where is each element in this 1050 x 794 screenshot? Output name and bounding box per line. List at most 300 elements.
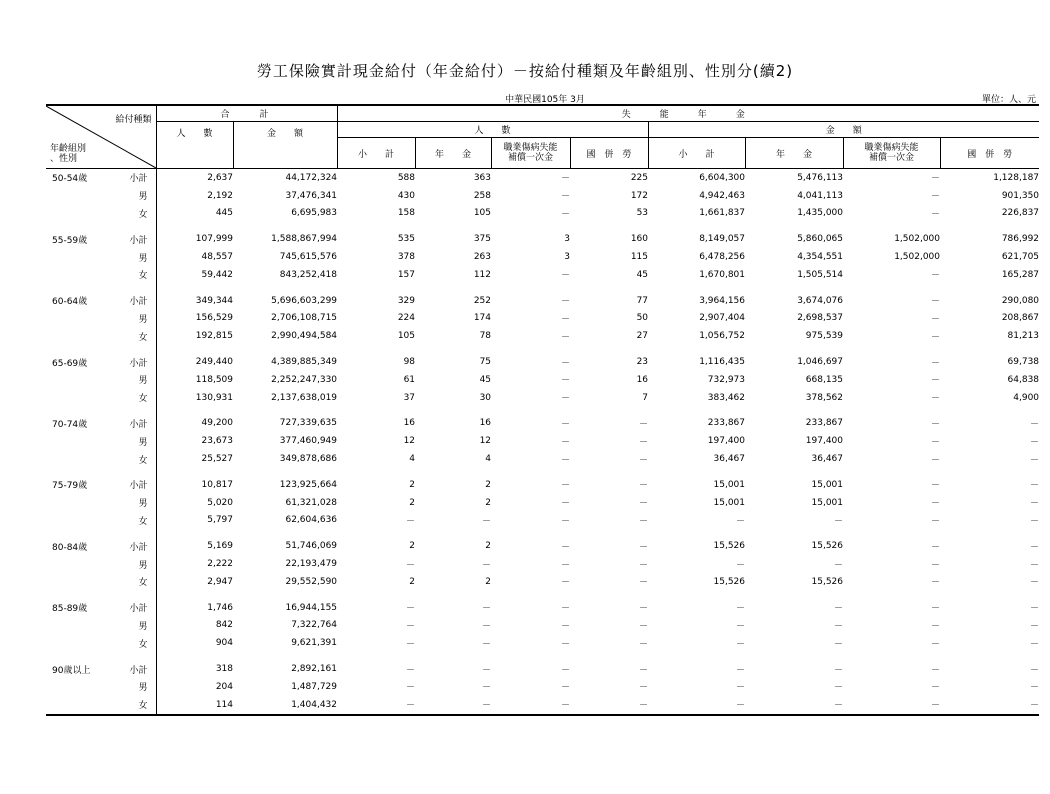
value-cell: 27 [636,331,649,342]
page-title: 勞工保險實計現金給付（年金給付）－按給付種類及年齡組別、性別分(續2) [256,62,794,80]
value-cell: 114 [215,699,233,710]
value-cell: 430 [397,190,416,201]
value-cell: － [639,455,649,466]
value-cell: 1,502,000 [894,234,941,245]
group-spacer [46,284,1039,292]
sex-cell: 女 [118,450,156,468]
value-cell: 378 [397,252,416,263]
value-cell: 172 [630,190,649,201]
value-cell: － [406,683,416,694]
sex-cell: 女 [118,512,156,530]
value-cell: － [639,701,649,712]
value-cell: 36,467 [811,454,844,465]
sex-cell: 小計 [118,292,156,310]
value-cell: 1,116,435 [699,357,746,368]
value-cell: 6,478,256 [699,252,746,263]
value-cell: 745,615,576 [279,252,338,263]
group-spacer [46,222,1039,230]
table-row [46,371,1039,389]
value-cell: － [561,499,571,510]
value-cell: 5,797 [207,515,233,526]
amount-occupational-header: 職業傷病失能 補償一次金 [843,138,940,169]
value-cell: 15,526 [811,541,844,552]
value-cell: 535 [397,234,416,245]
value-cell: 112 [473,269,492,280]
value-cell: 48,557 [201,252,233,263]
value-cell: － [639,560,649,571]
value-cell: 4,389,885,349 [271,357,338,368]
value-cell: － [931,621,941,632]
value-cell: 16 [403,418,416,429]
group-spacer [46,652,1039,660]
value-cell: － [561,192,571,203]
value-cell: 160 [630,234,649,245]
value-cell: 25,527 [201,454,233,465]
value-cell: － [639,516,649,527]
value-cell: 2,252,247,330 [271,374,338,385]
table-row [46,660,1039,678]
persons-subtotal-header: 小 計 [337,138,415,169]
value-cell: 233,867 [707,418,746,429]
value-cell: 621,705 [1001,252,1040,263]
sex-cell: 小計 [118,230,156,248]
value-cell: － [736,639,746,650]
value-cell: － [482,701,492,712]
age-group-cell: 80-84歲 [52,542,88,553]
sex-cell: 男 [118,187,156,205]
value-cell: － [561,358,571,369]
value-cell: 1,588,867,994 [271,234,338,245]
value-cell: 901,350 [1001,190,1040,201]
value-cell: 157 [397,269,416,280]
value-cell: 252 [473,295,492,306]
value-cell: － [931,271,941,282]
value-cell: － [482,639,492,650]
value-cell: 23,673 [201,436,233,447]
value-cell: 12 [403,436,416,447]
value-cell: 1,505,514 [797,269,844,280]
value-cell: － [931,701,941,712]
group-spacer [46,407,1039,415]
value-cell: － [931,481,941,492]
value-cell: － [931,297,941,308]
value-cell: － [1030,665,1040,676]
value-cell: － [834,516,844,527]
statistics-table [46,104,1039,716]
value-cell: － [639,578,649,589]
age-group-cell [46,432,118,450]
value-cell: － [561,578,571,589]
value-cell: － [834,665,844,676]
value-cell: － [561,394,571,405]
value-cell: － [931,437,941,448]
value-cell: － [639,621,649,632]
value-cell: 1,128,187 [993,172,1040,183]
value-cell: － [561,542,571,553]
value-cell: 2,698,537 [797,313,844,324]
value-cell: 1,435,000 [797,208,844,219]
value-cell: 975,539 [805,331,844,342]
benefit-type-label: 給付種類 [115,115,152,125]
age-group-cell [46,327,118,345]
value-cell: 258 [473,190,492,201]
value-cell: － [561,481,571,492]
value-cell: 1,056,752 [699,331,746,342]
sex-cell: 女 [118,696,156,715]
table-row [46,617,1039,635]
table-row [46,634,1039,652]
table-row [46,696,1039,715]
age-group-cell [46,248,118,266]
sex-cell: 小計 [118,599,156,617]
value-cell: 5,476,113 [797,172,844,183]
sex-cell: 女 [118,634,156,652]
value-cell: － [561,297,571,308]
value-cell: － [1030,481,1040,492]
sex-cell: 女 [118,327,156,345]
value-cell: 12 [479,436,492,447]
total-persons-header: 人 數 [156,122,233,169]
value-cell: 2 [485,541,492,552]
value-cell: － [561,560,571,571]
value-cell: － [736,665,746,676]
value-cell: 6,604,300 [699,172,746,183]
value-cell: － [1030,683,1040,694]
amount-header: 金 額 [648,122,1039,138]
value-cell: 15,526 [811,576,844,587]
value-cell: － [639,499,649,510]
age-group-cell [46,310,118,328]
value-cell: 69,738 [1007,357,1040,368]
table-row [46,476,1039,494]
sex-cell: 小計 [118,415,156,433]
value-cell: － [561,419,571,430]
value-cell: 843,252,418 [279,269,338,280]
value-cell: 8,149,057 [699,234,746,245]
sex-cell: 小計 [118,353,156,371]
value-cell: 61 [403,374,416,385]
value-cell: － [931,419,941,430]
value-cell: 2,192 [207,190,233,201]
value-cell: － [931,499,941,510]
value-cell: 45 [636,269,649,280]
age-group-cell [46,205,118,223]
value-cell: － [834,621,844,632]
value-cell: 5,696,603,299 [271,295,338,306]
value-cell: 7 [642,392,649,403]
value-cell: 15,526 [713,576,746,587]
value-cell: － [931,174,941,185]
value-cell: 378,562 [805,392,844,403]
age-group-cell [46,634,118,652]
group-spacer [46,345,1039,353]
value-cell: 377,460,949 [279,436,338,447]
sex-cell: 小計 [118,660,156,678]
value-cell: 107,999 [195,234,233,245]
value-cell: 349,878,686 [279,454,338,465]
value-cell: 1,502,000 [894,252,941,263]
value-cell: － [1030,701,1040,712]
value-cell: － [561,437,571,448]
age-group-cell: 55-59歲 [52,235,88,246]
table-row [46,169,1039,187]
value-cell: － [561,376,571,387]
value-cell: － [561,332,571,343]
value-cell: 383,462 [707,392,746,403]
value-cell: － [931,332,941,343]
age-group-cell [46,573,118,591]
value-cell: － [736,683,746,694]
value-cell: 2,137,638,019 [271,392,338,403]
value-cell: － [1030,578,1040,589]
table-row [46,512,1039,530]
value-cell: 2,990,494,584 [271,331,338,342]
value-cell: － [561,621,571,632]
value-cell: 75 [479,357,492,368]
age-group-cell [46,696,118,715]
age-group-cell [46,187,118,205]
table-row [46,573,1039,591]
value-cell: 4,942,463 [699,190,746,201]
value-cell: 15,526 [713,541,746,552]
value-cell: 49,200 [201,418,233,429]
value-cell: － [482,516,492,527]
value-cell: 15,001 [811,479,844,490]
value-cell: 3 [564,234,571,245]
table-row [46,248,1039,266]
value-cell: 4,354,551 [797,252,844,263]
value-cell: 10,817 [201,479,233,490]
value-cell: 2 [409,497,416,508]
value-cell: 224 [397,313,416,324]
value-cell: 16 [636,374,649,385]
age-group-cell [46,617,118,635]
value-cell: 588 [397,172,416,183]
value-cell: 59,442 [201,269,233,280]
value-cell: 4,041,113 [797,190,844,201]
value-cell: 197,400 [805,436,844,447]
value-cell: 225 [630,172,649,183]
age-group-cell [46,555,118,573]
value-cell: 123,925,664 [279,479,338,490]
value-cell: － [482,683,492,694]
table-row [46,537,1039,555]
value-cell: 786,992 [1001,234,1040,245]
age-sex-label: 年齡組別 、性別 [50,144,87,164]
value-cell: － [736,604,746,615]
value-cell: 1,487,729 [291,681,338,692]
value-cell: 249,440 [195,357,233,368]
sex-cell: 男 [118,432,156,450]
age-group-cell: 85-89歲 [52,604,88,615]
value-cell: 62,604,636 [285,515,338,526]
value-cell: 329 [397,295,416,306]
value-cell: － [736,701,746,712]
value-cell: － [1030,419,1040,430]
value-cell: － [406,701,416,712]
value-cell: － [1030,516,1040,527]
value-cell: 2,222 [207,559,233,570]
value-cell: － [834,604,844,615]
value-cell: － [561,455,571,466]
value-cell: － [931,560,941,571]
value-cell: 64,838 [1007,374,1040,385]
table-row [46,678,1039,696]
value-cell: 118,509 [195,374,233,385]
value-cell: 29,552,590 [285,576,338,587]
sex-cell: 男 [118,617,156,635]
value-cell: 37,476,341 [285,190,338,201]
value-cell: 363 [473,172,492,183]
value-cell: － [931,358,941,369]
value-cell: － [639,481,649,492]
value-cell: 77 [636,295,649,306]
amount-subtotal-header: 小 計 [648,138,745,169]
value-cell: － [639,683,649,694]
sex-cell: 男 [118,555,156,573]
value-cell: － [639,639,649,650]
value-cell: － [561,516,571,527]
value-cell: － [1030,437,1040,448]
value-cell: － [561,701,571,712]
age-group-cell: 60-64歲 [52,297,88,308]
value-cell: － [406,639,416,650]
amount-combined-header: 國 併 勞 [940,138,1039,169]
value-cell: 2,947 [207,576,233,587]
value-cell: － [639,437,649,448]
group-spacer [46,529,1039,537]
table-row [46,494,1039,512]
value-cell: 445 [215,208,233,219]
value-cell: 61,321,028 [285,497,338,508]
value-cell: － [561,604,571,615]
amount-pension-header: 年 金 [745,138,843,169]
value-cell: 15,001 [713,497,746,508]
value-cell: － [561,665,571,676]
value-cell: － [406,665,416,676]
value-cell: 81,213 [1007,331,1040,342]
value-cell: 22,193,479 [285,559,338,570]
value-cell: － [406,516,416,527]
table-body [46,169,1039,716]
table-row [46,599,1039,617]
table-row [46,555,1039,573]
value-cell: 2,706,108,715 [271,313,338,324]
value-cell: 44,172,324 [285,172,338,183]
value-cell: 1,746 [207,602,233,613]
value-cell: 2 [409,479,416,490]
value-cell: 2,907,404 [699,313,746,324]
value-cell: － [834,683,844,694]
table-row [46,205,1039,223]
value-cell: 2,892,161 [291,664,338,675]
value-cell: － [406,621,416,632]
value-cell: － [1030,455,1040,466]
value-cell: 349,344 [195,295,233,306]
value-cell: － [482,560,492,571]
value-cell: 263 [473,252,492,263]
value-cell: － [406,604,416,615]
age-group-cell [46,371,118,389]
value-cell: 105 [473,208,492,219]
value-cell: 2,637 [207,172,233,183]
value-cell: － [736,560,746,571]
value-cell: 727,339,635 [279,418,338,429]
value-cell: 732,973 [707,374,746,385]
value-cell: 904 [215,638,233,649]
value-cell: － [639,542,649,553]
age-group-cell [46,450,118,468]
age-group-cell [46,389,118,407]
value-cell: － [482,604,492,615]
value-cell: 16 [479,418,492,429]
value-cell: － [1030,621,1040,632]
value-cell: 23 [636,357,649,368]
sex-cell: 男 [118,248,156,266]
value-cell: 15,001 [713,479,746,490]
value-cell: 197,400 [707,436,746,447]
value-cell: 2 [485,497,492,508]
group-spacer [46,591,1039,599]
persons-pension-header: 年 金 [415,138,491,169]
sex-cell: 女 [118,389,156,407]
value-cell: － [931,192,941,203]
persons-combined-header: 國 併 勞 [570,138,648,169]
value-cell: 204 [215,681,233,692]
value-cell: 45 [479,374,492,385]
sex-cell: 男 [118,678,156,696]
value-cell: 4 [409,454,416,465]
value-cell: 375 [473,234,492,245]
sex-cell: 小計 [118,169,156,187]
sex-cell: 小計 [118,476,156,494]
value-cell: 3,674,076 [797,295,844,306]
value-cell: 3 [564,252,571,263]
value-cell: － [931,639,941,650]
value-cell: － [834,560,844,571]
value-cell: － [561,271,571,282]
table-row [46,310,1039,328]
group-spacer [46,468,1039,476]
value-cell: － [561,683,571,694]
value-cell: 16,944,155 [285,602,338,613]
value-cell: － [482,665,492,676]
value-cell: 15,001 [811,497,844,508]
value-cell: 37 [403,392,416,403]
persons-header: 人 數 [337,122,648,138]
age-group-cell [46,512,118,530]
table-row [46,187,1039,205]
value-cell: 290,080 [1001,295,1040,306]
value-cell: 30 [479,392,492,403]
sex-cell: 女 [118,266,156,284]
value-cell: 36,467 [713,454,746,465]
age-group-cell: 50-54歲 [52,174,88,185]
value-cell: － [561,639,571,650]
persons-occupational-header: 職業傷病失能 補償一次金 [491,138,570,169]
value-cell: － [482,621,492,632]
report-date: 中華民國105年 3月 [505,95,585,105]
value-cell: 1,670,801 [699,269,746,280]
table-row [46,292,1039,310]
table-row [46,230,1039,248]
value-cell: － [931,542,941,553]
table-row [46,450,1039,468]
value-cell: － [1030,604,1040,615]
value-cell: 233,867 [805,418,844,429]
table-row [46,266,1039,284]
value-cell: 130,931 [195,392,233,403]
